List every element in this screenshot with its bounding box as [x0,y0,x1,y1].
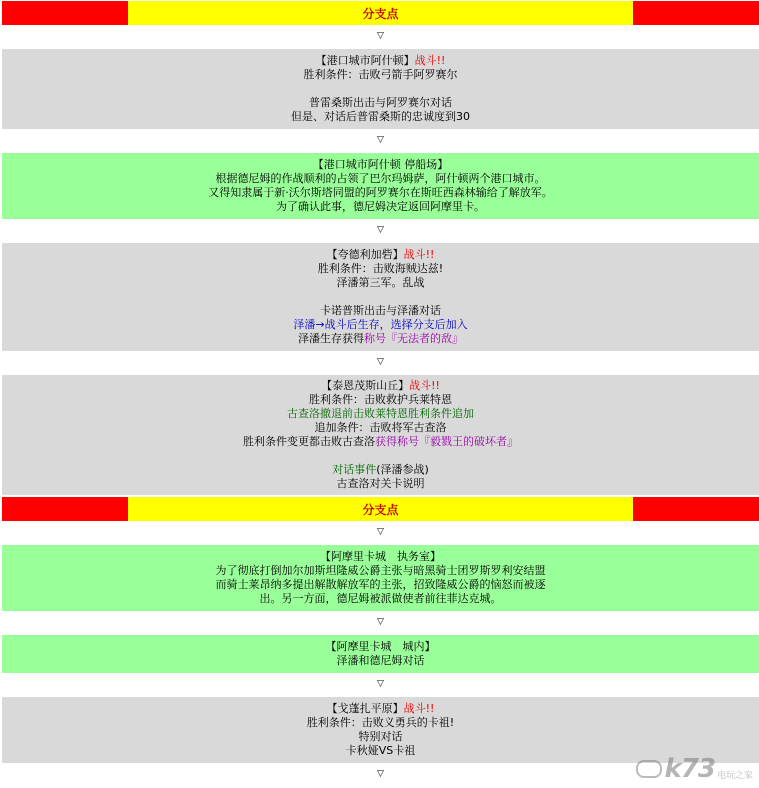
blank-line [2,290,759,304]
branch-label: 分支点 [128,1,633,25]
line-text: 古查洛对关卡说明 [336,477,425,490]
line-text: 普雷桑斯出击与阿罗赛尔对话 [309,96,452,109]
line-text: 根据德尼姆的作战顺利的占领了巴尔玛姆萨，阿什顿两个港口城市。 [215,172,546,185]
line-text: 为了确认此事，德尼姆决定返回阿摩里卡。 [276,200,485,213]
highlight-text: 称号『无法者的敌』 [364,332,463,345]
event-line [2,158,759,172]
event-line [2,304,759,318]
event-line [2,393,759,407]
branch-right-cell [633,497,759,521]
line-text: 【阿摩里卡城 执务室】 [320,550,441,563]
line-text: 胜利条件：击败海贼达兹! [317,262,444,275]
highlight-text: 获得称号『毅戮王的破坏者』 [375,435,518,448]
line-text: (泽潘参战) [376,463,429,476]
gamepad-icon [636,760,662,778]
site-watermark [636,754,754,784]
line-text: 泽潘生存获得 [298,332,364,345]
down-arrow-icon: ▽ [377,31,384,41]
event-line [2,564,759,578]
blank-line [2,449,759,463]
event-line [2,262,759,276]
down-arrow-icon: ▽ [377,679,384,689]
event-line [2,640,759,654]
event-line [2,200,759,214]
event-line [2,379,759,393]
line-text: 又得知隶属于新·沃尔斯塔同盟的阿罗赛尔在斯旺西森林输给了解放军。 [208,186,553,199]
line-text: 胜利条件变更都击败古查洛 [243,435,375,448]
event-line [2,276,759,290]
line-text: 【阿摩里卡城 城内】 [325,640,436,653]
down-arrow-icon: ▽ [377,617,384,627]
branch-banner [2,1,759,25]
line-text: 出。另一方面，德尼姆被派做使者前往菲达克城。 [259,592,502,605]
branch-label: 分支点 [128,497,633,521]
branch-left-cell [2,497,128,521]
down-arrow-icon: ▽ [377,769,384,779]
line-text: 而骑士莱昂纳多提出解散解放军的主张，招致隆威公爵的恼怒而被逐 [215,578,546,591]
line-text: 特别对话 [358,730,403,743]
line-text: 【戈蓬扎平原】 [326,702,404,715]
event-line [2,407,759,421]
line-text: 【港口城市阿什顿 停船场】 [312,158,449,171]
line-text: 为了彻底打倒加尔加斯坦隆威公爵主张与暗黑骑士团罗斯罗利安结盟 [215,564,546,577]
line-text: 【泰恩茂斯山丘】 [321,379,410,392]
line-text: 【夸德利加砦】 [326,248,404,261]
event-line [2,716,759,730]
event-line [2,702,759,716]
line-text: 【港口城市阿什顿】 [315,54,415,67]
line-text: 胜利条件：击败义勇兵的卡祖! [306,716,455,729]
event-block [2,153,759,219]
line-text: 泽潘和德尼姆对话 [336,654,425,667]
event-line [2,110,759,124]
down-arrow-icon: ▽ [377,225,384,235]
highlight-text: 战斗!! [409,379,440,392]
highlight-text: 战斗!! [403,702,435,715]
event-line [2,578,759,592]
event-line [2,421,759,435]
event-line [2,96,759,110]
event-block [2,375,759,495]
event-line [2,463,759,477]
watermark-subtitle: 电玩之家 [716,770,753,781]
highlight-text: 对话事件 [332,463,377,476]
line-text: 卡诺普斯出击与泽潘对话 [320,304,441,317]
line-text: 胜利条件：击败弓箭手阿罗赛尔 [303,68,458,81]
event-line [2,730,759,744]
event-line [2,54,759,68]
line-text: 追加条件：击败将军古查洛 [314,421,447,434]
event-block [2,243,759,351]
event-block [2,49,759,129]
down-arrow-icon: ▽ [377,527,384,537]
highlight-text: 战斗!! [414,54,446,67]
line-text: 泽潘第三军。乱战 [336,276,425,289]
highlight-text: 泽潘→战斗后生存，选择分支后加入 [293,318,468,331]
event-line [2,435,759,449]
event-block [2,635,759,673]
highlight-text: 古查洛撤退前击败莱特恩胜利条件追加 [287,407,474,420]
branch-left-cell [2,1,128,25]
event-line [2,186,759,200]
event-line [2,318,759,332]
down-arrow-icon: ▽ [377,135,384,145]
event-line [2,477,759,491]
event-line [2,172,759,186]
event-line [2,654,759,668]
blank-line [2,82,759,96]
event-line [2,332,759,346]
line-text: 胜利条件：击败救护兵莱特恩 [309,393,452,406]
down-arrow-icon: ▽ [377,357,384,367]
event-line [2,68,759,82]
event-line [2,592,759,606]
branch-right-cell [633,1,759,25]
event-line [2,248,759,262]
event-block [2,545,759,611]
line-text: 但是、对话后普雷桑斯的忠诚度到30 [291,110,470,123]
branch-banner [2,497,759,521]
highlight-text: 战斗!! [403,248,435,261]
event-line [2,550,759,564]
watermark-logo: k73 [664,754,715,784]
line-text: 卡秋娅VS卡祖 [345,744,416,757]
